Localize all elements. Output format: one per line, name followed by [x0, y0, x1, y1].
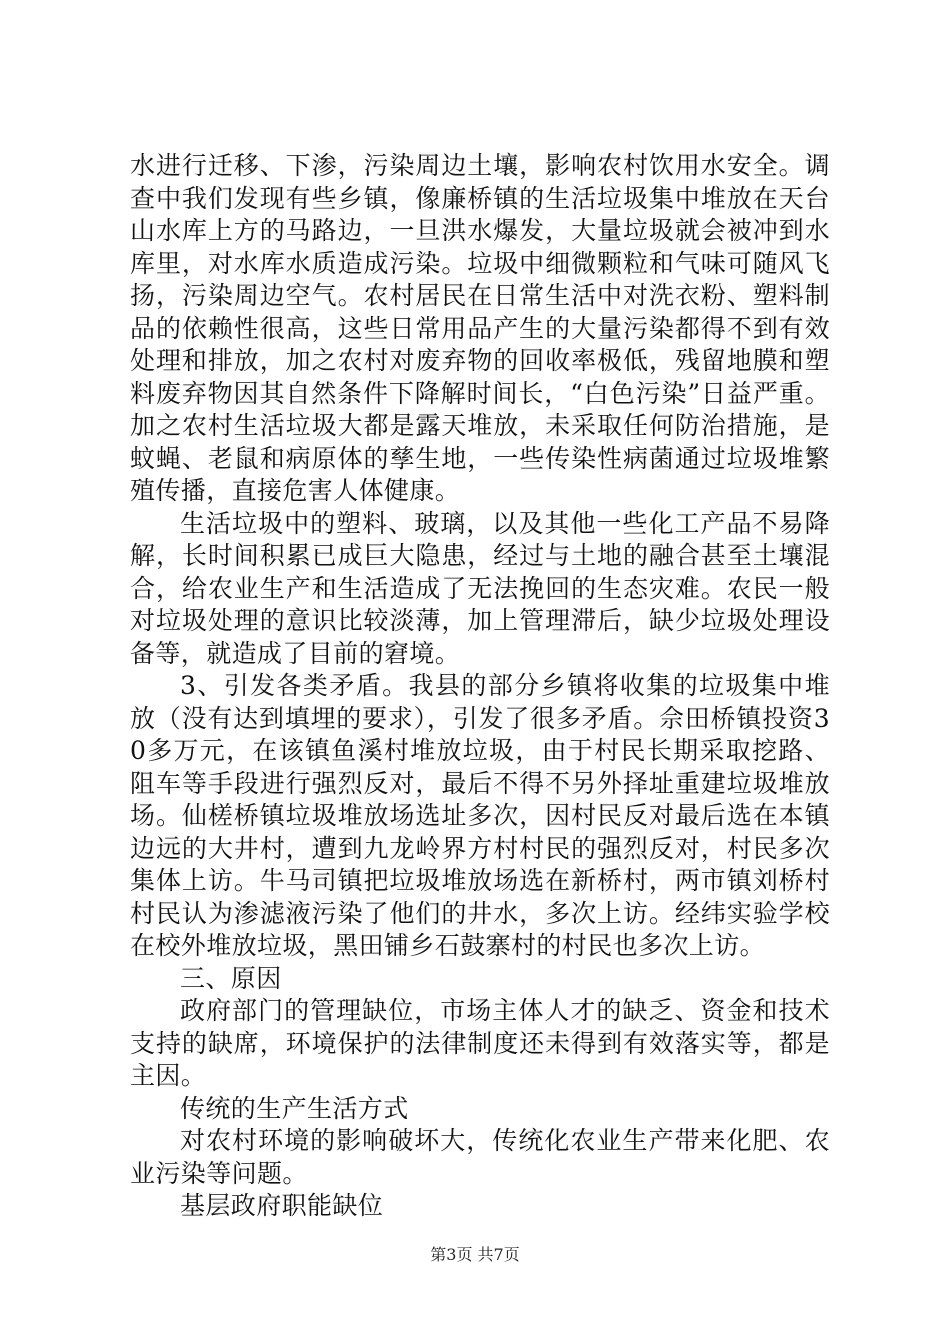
paragraph: 水进行迁移、下渗，污染周边土壤，影响农村饮用水安全。调查中我们发现有些乡镇，像廉桥镇的生活垃圾集中堆放在天台山水库上方的马路边，一旦洪水爆发，大量垃圾就会被冲到水库里，对水库水质造成污染。垃圾中细微颗粒和气味可随风飞扬，污染周边空气。农村居民在日常生活中对洗衣粉、塑料制品的依赖性很高，这些日常用品产生的大量污染都得不到有效处理和排放，加之农村对废弃物的回收率极低，残留地膜和塑料废弃物因其自然条件下降解时间长，“白色污染”日益严重。加之农村生活垃圾大都是露天堆放，未采取任何防治措施，是蚊蝇、老鼠和病原体的孳生地，一些传染性病菌通过垃圾堆繁殖传播，直接危害人体健康。 — [130, 151, 830, 505]
paragraph: 3、引发各类矛盾。我县的部分乡镇将收集的垃圾集中堆放（没有达到填埋的要求），引发了很多矛盾。佘田桥镇投资30多万元，在该镇鱼溪村堆放垃圾，由于村民长期采取挖路、阻车等手段进行强烈反对，最后不得不另外择址重建垃圾堆放场。仙槎桥镇垃圾堆放场选址多次，因村民反对最后选在本镇边远的大井村，遭到九龙岭界方村村民的强烈反对，村民多次集体上访。牛马司镇把垃圾堆放场选在新桥村，两市镇刘桥村村民认为渗滤液污染了他们的井水，多次上访。经纬实验学校在校外堆放垃圾，黑田铺乡石鼓寨村的村民也多次上访。 — [130, 671, 830, 960]
subheading: 基层政府职能缺位 — [180, 1191, 384, 1220]
document-body — [130, 150, 830, 1223]
section-heading: 三、原因 — [180, 963, 282, 993]
page-number-footer: 第3页 共7页 — [430, 1245, 520, 1264]
paragraph: 生活垃圾中的塑料、玻璃，以及其他一些化工产品不易降解，长时间积累已成巨大隐患，经过与土地的融合甚至土壤混合，给农业生产和生活造成了无法挽回的生态灾难。农民一般对垃圾处理的意识比较淡薄，加上管理滞后，缺少垃圾处理设备等，就造成了目前的窘境。 — [130, 508, 830, 668]
paragraph: 政府部门的管理缺位，市场主体人才的缺乏、资金和技术支持的缺席，环境保护的法律制度还未得到有效落实等，都是主因。 — [130, 996, 830, 1090]
subheading: 传统的生产生活方式 — [180, 1093, 409, 1123]
paragraph: 对农村环境的影响破坏大，传统化农业生产带来化肥、农业污染等问题。 — [130, 1126, 830, 1188]
